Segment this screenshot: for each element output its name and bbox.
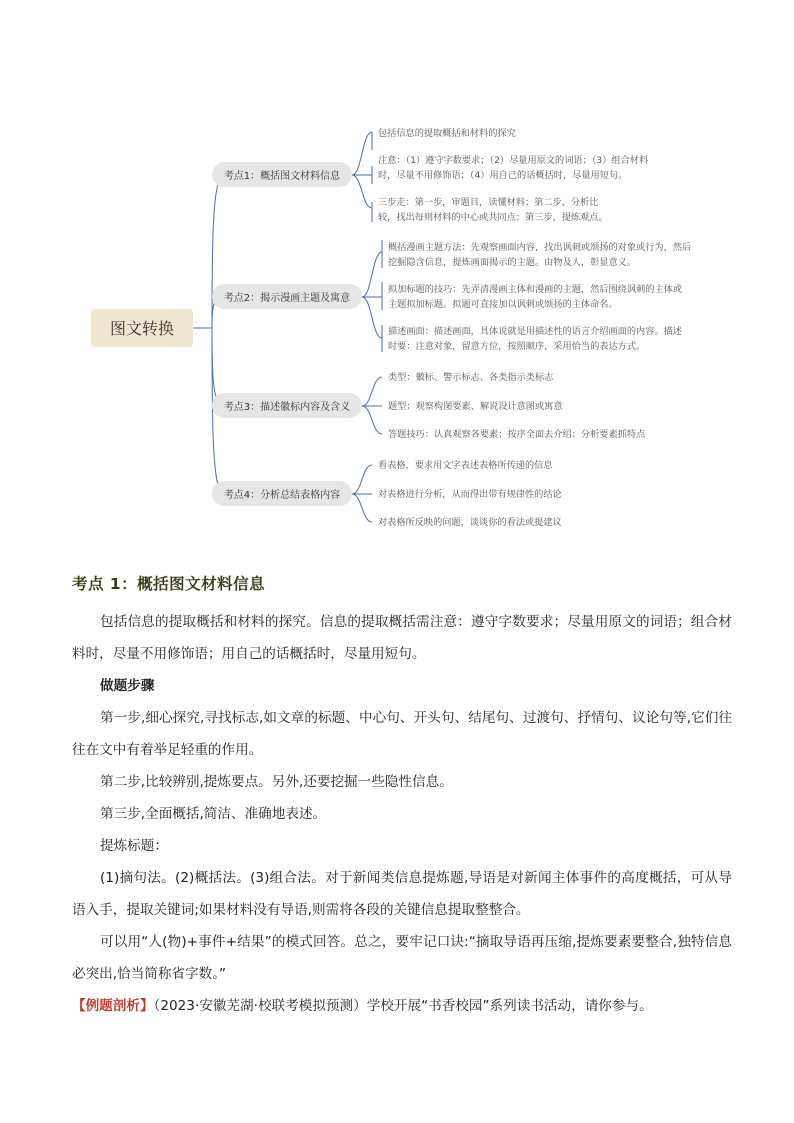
branch-3-leaf-3: 答题技巧：认真观察各要素；按序全面去介绍；分析要素抓特点 — [388, 429, 646, 440]
branch-2-leaf-1-line-2: 挖掘隐含信息，提炼画面揭示的主题。由物及人，彰显意义。 — [388, 257, 637, 268]
section-kaodian-1 — [72, 572, 732, 1022]
formula-paragraph: 可以用“人(物)+事件+结果”的模式回答。总之，要牢记口诀:“摘取导语再压缩,提炼要素要整合,独特信息必突出,恰当简称省字数。” — [72, 934, 732, 982]
root-label: 图文转换 — [109, 319, 175, 338]
branch-1-leaf-2-line-2: 时，尽量不用修饰语；（4）用自己的话概括时，尽量用短句。 — [378, 170, 628, 181]
example-text: （2023·安徽芜湖·校联考模拟预测）学校开展“书香校园”系列读书活动，请你参与。 — [153, 998, 653, 1014]
branch-1 — [212, 127, 648, 223]
example-tag: 【例题剖析】 — [72, 998, 154, 1014]
branch-2-label: 考点2：揭示漫画主题及寓意 — [223, 293, 351, 304]
branch-1-label: 考点1：概括图文材料信息 — [223, 171, 341, 182]
steps-heading: 做题步骤 — [100, 678, 155, 694]
branch-1-leaf-3-line-2: 较，找出每则材料的中心或共同点；第三步，提炼观点。 — [378, 212, 608, 223]
step-3: 第三步,全面概括,简洁、准确地表述。 — [100, 806, 327, 822]
branch-4-leaf-3: 对表格所反映的问题，谈谈你的看法或提建议 — [378, 517, 562, 528]
branch-2-leaf-2-line-1: 拟加标题的技巧：先弄清漫画主体和漫画的主题，然后围绕讽刺的主体或 — [388, 284, 682, 295]
branch-4-label: 考点4：分析总结表格内容 — [223, 490, 341, 501]
branch-3 — [212, 371, 646, 440]
branch-1-leaf-1: 包括信息的提取概括和材料的探究 — [378, 128, 516, 139]
branch-1-leaf-3-line-1: 三步走：第一步，审题目，读懂材料；第二步，分析比 — [378, 197, 599, 208]
title-label: 提炼标题： — [100, 838, 168, 854]
section-title: 考点 1：概括图文材料信息 — [72, 575, 266, 593]
branch-3-leaf-1: 类型：徽标、警示标志、各类指示类标志 — [388, 372, 554, 383]
step-1: 第一步,细心探究,寻找标志,如文章的标题、中心句、开头句、结尾句、过渡句、抒情句、议论句等,它们往往在文中有着举足轻重的作用。 — [72, 710, 732, 758]
intro-paragraph: 包括信息的提取概括和材料的探究。信息的提取概括需注意：遵守字数要求；尽量用原文的词语；组合材料时，尽量不用修饰语；用自己的话概括时，尽量用短句。 — [72, 614, 732, 662]
branch-4 — [212, 459, 562, 528]
step-2: 第二步,比较辨别,提炼要点。另外,还要挖掘一些隐性信息。 — [100, 774, 453, 790]
branch-2-leaf-1-line-1: 概括漫画主题方法：先观察画面内容，找出讽刺或颂扬的对象或行为，然后 — [388, 242, 692, 253]
branch-2-leaf-3-line-2: 时要：注意对象，留意方位，按照顺序，采用恰当的表达方式。 — [388, 341, 646, 352]
methods-paragraph: (1)摘句法。(2)概括法。(3)组合法。对于新闻类信息提炼题,导语是对新闻主体事件的高度概括，可从导语入手，提取关键词;如果材料没有导语,则需将各段的关键信息提取整整合。 — [72, 870, 732, 918]
branch-3-leaf-2: 题型：观察构图要素、解说设计意图或寓意 — [388, 401, 563, 412]
branch-2-leaf-2-line-2: 主题拟加标题。拟题可直接加以讽刺或颂扬的主体命名。 — [388, 299, 618, 310]
branch-1-leaf-2-line-1: 注意：（1）遵守字数要求；（2）尽量用原文的词语；（3）组合材料 — [378, 155, 649, 166]
branch-2 — [212, 240, 691, 352]
branch-4-leaf-1: 看表格，要求用文字表述表格所传递的信息 — [378, 460, 553, 471]
example-line — [72, 990, 732, 1022]
branch-3-label: 考点3：描述徽标内容及含义 — [223, 402, 351, 413]
branch-4-leaf-2: 对表格进行分析，从而得出带有规律性的结论 — [378, 489, 562, 500]
mind-map-root — [91, 309, 193, 347]
branch-2-leaf-3-line-1: 描述画面：描述画面，具体说就是用描述性的语言介绍画面的内容。描述 — [388, 326, 682, 337]
mind-map — [0, 0, 794, 545]
